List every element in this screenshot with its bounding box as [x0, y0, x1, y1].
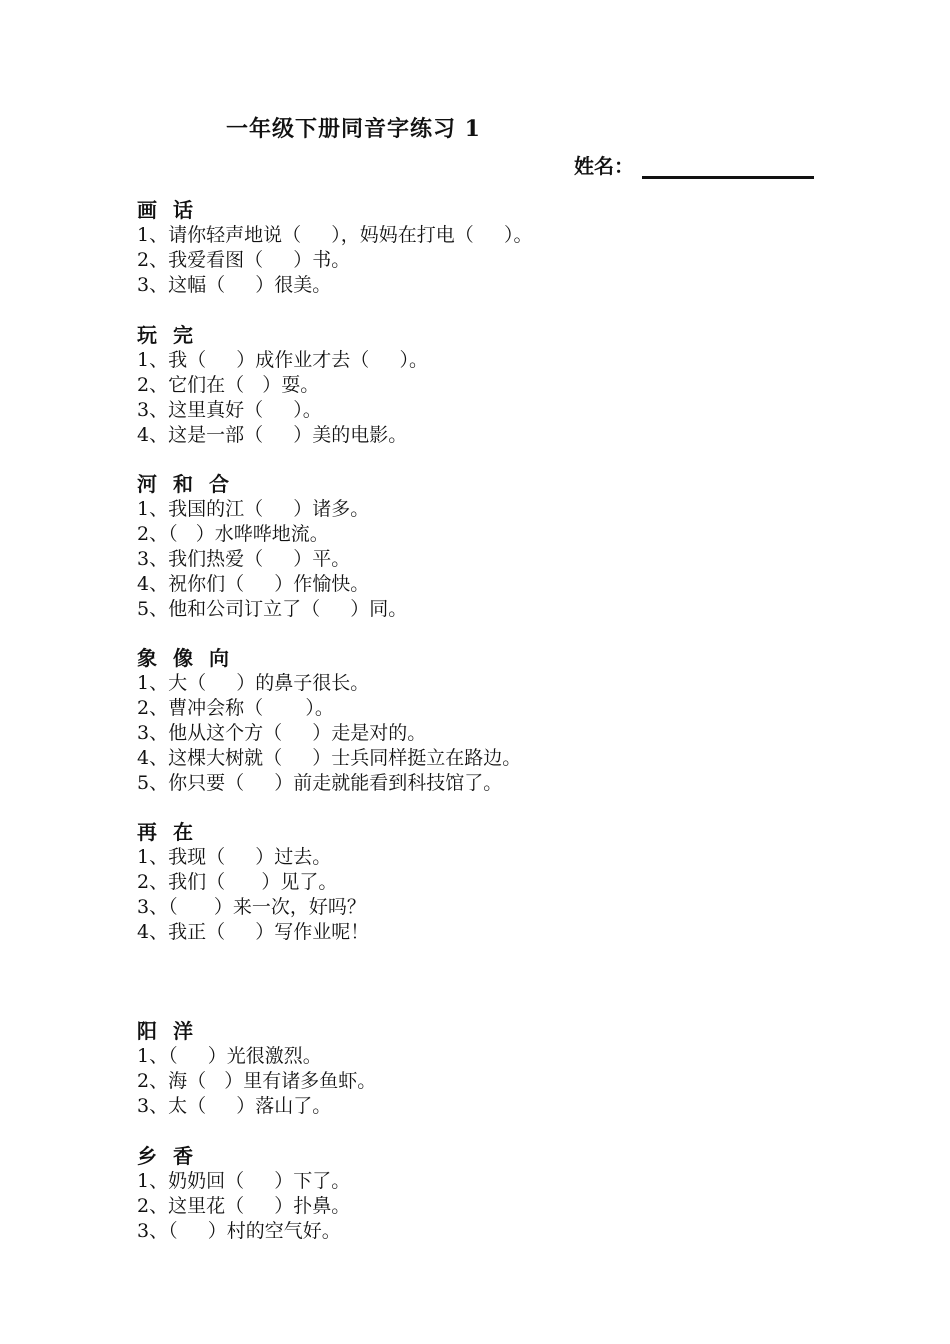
exercise-item: 3、这里真好（ ）。 — [137, 399, 322, 421]
heading-char: 玩 — [137, 323, 157, 347]
exercise-item: 4、这是一部（ ）美的电影。 — [137, 424, 408, 446]
exercise-item: 1、奶奶回（ ）下了。 — [137, 1170, 351, 1192]
name-label: 姓名： — [574, 154, 634, 178]
page-title: 一年级下册同音字练习 1 — [226, 116, 481, 142]
exercise-item: 2、我爱看图（ ）书。 — [137, 249, 351, 271]
exercise-item: 4、这棵大树就（ ）士兵同样挺立在路边。 — [137, 747, 522, 769]
heading-char: 阳 — [137, 1019, 157, 1043]
exercise-item: 1、我国的江（ ）诸多。 — [137, 498, 370, 520]
section-xiang-xiang-xiang — [137, 646, 521, 796]
heading-char: 完 — [173, 323, 193, 347]
section-yang-yang — [137, 1019, 376, 1119]
exercise-item: 2、曹冲会称（ ）。 — [137, 697, 334, 719]
heading-char: 和 — [173, 472, 193, 496]
exercise-item: 2、（ ）水哗哗地流。 — [137, 523, 329, 545]
heading-char: 在 — [173, 820, 193, 844]
section-zai-zai — [137, 820, 369, 945]
exercise-item: 4、我正（ ）写作业呢！ — [137, 921, 370, 943]
section-heading — [137, 1144, 350, 1169]
section-he-he-he — [137, 472, 407, 622]
exercise-item: 5、他和公司订立了（ ）同。 — [137, 598, 408, 620]
name-field — [574, 150, 814, 179]
name-blank-line — [642, 158, 814, 179]
section-heading — [137, 820, 369, 845]
exercise-item: 3、（ ）村的空气好。 — [137, 1220, 341, 1242]
section-heading — [137, 323, 428, 348]
section-hua-hua — [137, 198, 533, 298]
heading-char: 像 — [173, 646, 193, 670]
heading-char: 香 — [173, 1144, 193, 1168]
exercise-item: 4、祝你们（ ）作愉快。 — [137, 573, 370, 595]
heading-char: 再 — [137, 820, 157, 844]
heading-char: 画 — [137, 198, 157, 222]
exercise-item: 2、这里花（ ）扑鼻。 — [137, 1195, 351, 1217]
section-heading — [137, 472, 407, 497]
exercise-item: 3、太（ ）落山了。 — [137, 1095, 332, 1117]
exercise-item: 3、我们热爱（ ）平。 — [137, 548, 351, 570]
heading-char: 向 — [209, 646, 229, 670]
section-xiang-xiang — [137, 1144, 350, 1244]
exercise-item: 1、我现（ ）过去。 — [137, 846, 332, 868]
heading-char: 话 — [173, 198, 193, 222]
exercise-item: 3、（ ）来一次，好吗？ — [137, 896, 366, 918]
section-heading — [137, 1019, 376, 1044]
exercise-item: 2、海（ ）里有诸多鱼虾。 — [137, 1070, 377, 1092]
heading-char: 河 — [137, 472, 157, 496]
exercise-item: 2、我们（ ）见了。 — [137, 871, 338, 893]
section-wan-wan — [137, 323, 428, 448]
exercise-item: 1、我（ ）成作业才去（ ）。 — [137, 349, 428, 371]
exercise-item: 1、（ ）光很激烈。 — [137, 1045, 322, 1067]
exercise-item: 3、这幅（ ）很美。 — [137, 274, 332, 296]
section-heading — [137, 646, 521, 671]
exercise-item: 5、你只要（ ）前走就能看到科技馆了。 — [137, 772, 503, 794]
exercise-item: 2、它们在（ ）耍。 — [137, 374, 320, 396]
section-heading — [137, 198, 533, 223]
heading-char: 象 — [137, 646, 157, 670]
heading-char: 乡 — [137, 1144, 157, 1168]
heading-char: 洋 — [173, 1019, 193, 1043]
exercise-item: 1、大（ ）的鼻子很长。 — [137, 672, 370, 694]
heading-char: 合 — [209, 472, 229, 496]
exercise-item: 1、请你轻声地说（ ），妈妈在打电（ ）。 — [137, 224, 533, 246]
exercise-item: 3、他从这个方（ ）走是对的。 — [137, 722, 427, 744]
